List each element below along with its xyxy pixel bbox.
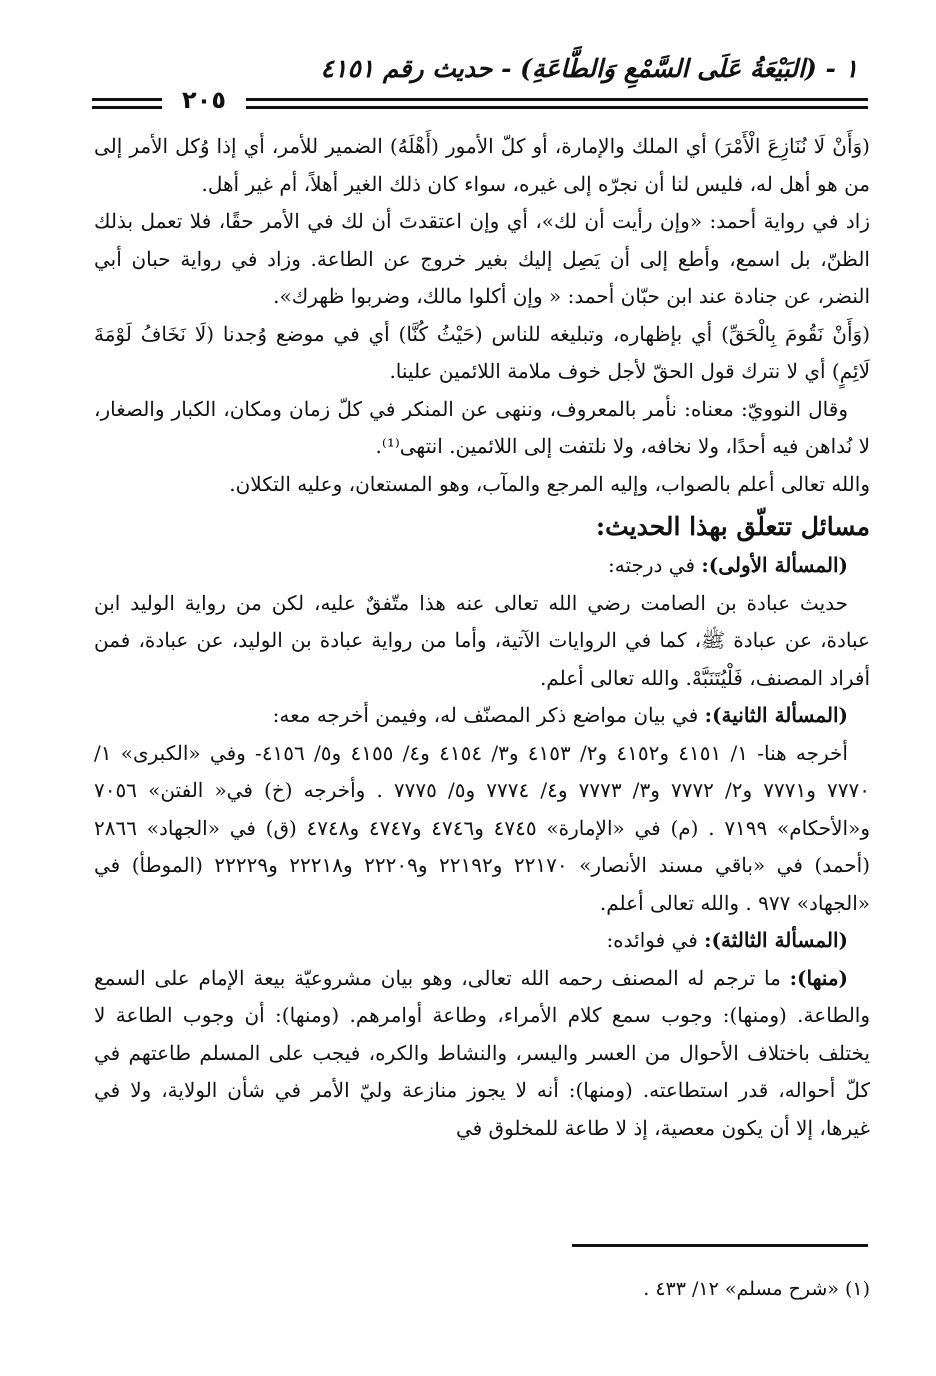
header-rule-left-bottom <box>92 106 162 109</box>
paragraph: حديث عبادة بن الصامت رضي الله تعالى عنه هذا متّفقٌ عليه، لكن من رواية الوليد ابن عبادة، عن عبادة ﷺ، كما في الروايات الآتية، وأما من رواية عبادة بن الوليد، عن عبادة، فمن أفراد المصنف، فَلْيُتَنَبَّهْ. والله تعالى أعلم. <box>94 590 870 690</box>
issue-heading: (المسألة الأولى): في درجته: <box>608 553 848 577</box>
paragraph: (منها): ما ترجم له المصنف رحمه الله تعالى، وهو بيان مشروعيّة بيعة الإمام على السمع والطاعة. (ومنها): وجوب سمع كلام الأمراء، وطاعة أوامرهم. (ومنها): أن وجوب الطاعة لا يختلف باختلاف الأحوال من العسر واليسر، والنشاط والكره، فيجب على المسلم طاعتهم في كلّ أحواله، قدر استطاعته. (ومنها): أنه لا يجوز منازعة وليّ الأمر في شأن الولاية، ولا في غيرها، إلا أن يكون معصية، إذ لا طاعة للمخلوق في <box>94 965 870 1140</box>
header-rule-right-top <box>246 98 868 101</box>
paragraph: (وَأَنْ لَا نُنَازِعَ الْأَمْرَ) أي الملك والإمارة، أو كلّ الأمور (أَهْلَهُ) الضمير للأمر، أي إذا وُكل الأمر إلى من هو أهل له، فليس لنا أن نجرّه إلى غيره، سواء كان ذلك الغير أهلاً، أم غير أهل. <box>94 134 870 196</box>
paragraph: وقال النوويّ: معناه: نأمر بالمعروف، وننهى عن المنكر في كلّ زمان ومكان، الكبار والصغار، لا نُداهن فيه أحدًا، ولا نخافه، ولا نلتفت إلى اللائمين. انتهى⁽¹⁾. <box>94 396 870 458</box>
header-rule-left-top <box>92 98 162 101</box>
main-text <box>94 128 870 1147</box>
section-heading: مسائل تتعلّق بهذا الحديث: <box>595 512 870 541</box>
issue-heading: (المسألة الثالثة): في فوائده: <box>606 928 848 952</box>
footnote-separator <box>572 1244 868 1247</box>
issue-label: (المسألة الأولى): <box>701 553 848 577</box>
issue-heading: (المسألة الثانية): في بيان مواضع ذكر المصنّف له، وفيمن أخرجه معه: <box>272 703 848 727</box>
paragraph: والله تعالى أعلم بالصواب، وإليه المرجع والمآب، وهو المستعان، وعليه التكلان. <box>229 471 870 496</box>
footnote: (١) «شرح مسلم» ١٢/ ٤٣٣ . <box>643 1278 870 1300</box>
benefit-label: (منها): <box>789 965 848 990</box>
issue-label: (المسألة الثالثة): <box>704 928 848 952</box>
header-rule-right-bottom <box>246 106 868 109</box>
paragraph: زاد في رواية أحمد: «وإن رأيت أن لك»، أي وإن اعتقدتَ أن لك في الأمر حقًا، فلا تعمل بذلك الظنّ، بل اسمع، وأطع إلى أن يَصِل إليك بغير خروج عن الطاعة. وزاد في رواية حبان أبي النضر، عن جنادة عند ابن حبّان أحمد: « وإن أكلوا مالك، وضربوا ظهرك». <box>94 209 870 308</box>
page-number: ٢٠٥ <box>182 86 226 114</box>
running-title: ١ - (البَيْعَةُ عَلَى السَّمْعِ وَالطَّاعَةِ) - حديث رقم ٤١٥١ <box>320 54 858 83</box>
paragraph: (وَأَنْ نَقُومَ بِالْحَقِّ) أي بإظهاره، وتبليغه للناس (حَيْثُ كُنَّا) أي في موضع وُجدنا (لَا نَخَافُ لَوْمَةَ لَائِمٍ) أي لا نترك قول الحقّ لأجل خوف ملامة اللائمين علينا. <box>94 321 870 383</box>
issue-label: (المسألة الثانية): <box>704 703 848 727</box>
paragraph: أخرجه هنا- ١/ ٤١٥١ و٤١٥٢ و٢/ ٤١٥٣ و٣/ ٤١٥٤ و٤/ ٤١٥٥ و٥/ ٤١٥٦- وفي «الكبرى» ١/ ٧٧٧٠ و٧٧٧١ و٢/ ٧٧٧٢ و٣/ ٧٧٧٣ و٤/ ٧٧٧٤ و٥/ ٧٧٧٥ . وأخرجه (خ) في« الفتن» ٧٠٥٦ و«الأحكام» ٧١٩٩ . (م) في «الإمارة» ٤٧٤٥ و٤٧٤٦ و٤٧٤٧ و٤٧٤٨ (ق) في «الجهاد» ٢٨٦٦ (أحمد) في «باقي مسند الأنصار» ٢٢١٧٠ و٢٢١٩٢ و٢٢٢٠٩ و٢٢٢١٨ و٢٢٢٢٩ (الموطأ) في «الجهاد» ٩٧٧ . والله تعالى أعلم. <box>94 740 871 915</box>
